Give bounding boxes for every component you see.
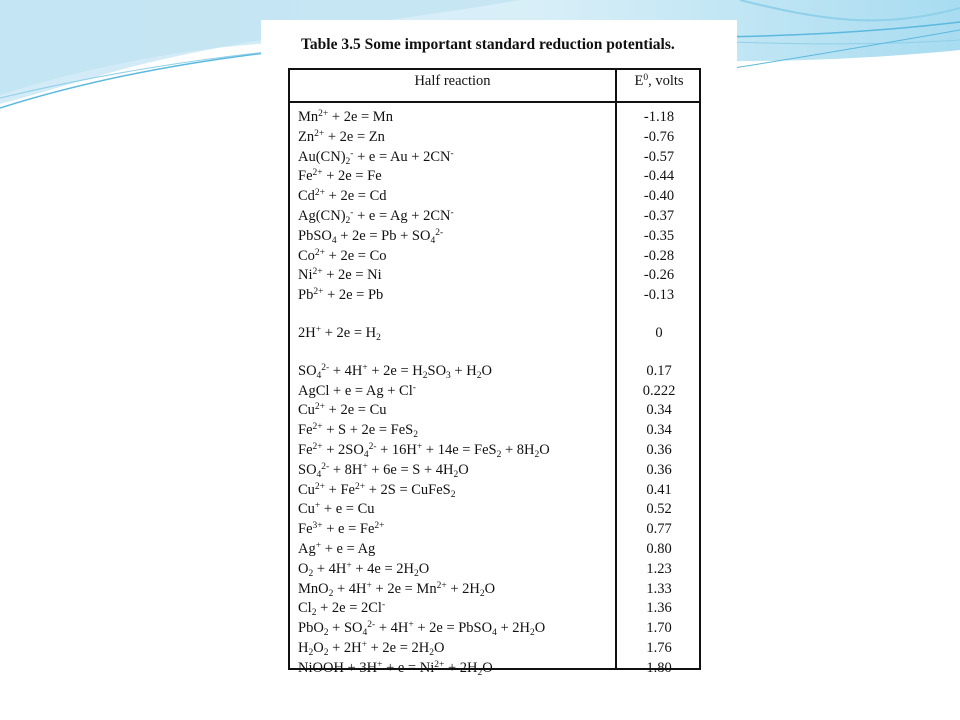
potential-cell: -0.44 xyxy=(643,168,675,185)
half-reaction-cell: $Cu^{2+} + Fe^{2+} + 2S$ = CuFeS$_2$ xyxy=(298,481,456,500)
half-reaction-cell: $Co^{2+} + 2e = Co$ xyxy=(298,247,387,264)
potential-cell: 1.70 xyxy=(646,620,672,637)
table-row xyxy=(290,420,699,440)
potential-cell: -0.57 xyxy=(643,148,675,165)
half-reaction-cell: $H_2O_2 + 2H^+ + 2e = 2H_2O$ xyxy=(298,640,445,658)
table-row xyxy=(290,226,699,246)
half-reaction-cell: $Cu^{2+} + 2e = Cu$ xyxy=(298,402,387,419)
table-caption: Table 3.5 Some important standard reduction potentials. xyxy=(301,36,675,53)
half-reaction-cell: Cu+ + e = Cu xyxy=(298,501,375,518)
potential-cell: 0.41 xyxy=(646,481,672,498)
potential-cell: 1.33 xyxy=(646,580,672,597)
potential-cell: 0.34 xyxy=(646,402,672,419)
half-reaction-cell: AgCl + e = Ag + Cl- xyxy=(298,382,416,399)
table-row xyxy=(290,107,699,127)
potential-cell: 0.34 xyxy=(646,422,672,439)
table-row xyxy=(290,579,699,599)
half-reaction-cell: $Fe^{2+} + 2e = Fe$ xyxy=(298,168,382,185)
table-row xyxy=(290,598,699,618)
potential-cell: -1.18 xyxy=(643,109,675,125)
potential-cell: 0.36 xyxy=(646,461,672,478)
potential-cell: -0.37 xyxy=(643,208,675,224)
potential-cell: -0.35 xyxy=(643,227,675,244)
half-reaction-cell: $PbO_2 + SO_4^{2-} + 4H^+ + 2e$ = PbSO$_4$ + $2H_2O$ xyxy=(298,620,546,639)
table-row xyxy=(290,147,699,167)
table-row xyxy=(290,186,699,206)
potential-cell: -0.26 xyxy=(643,267,675,284)
half-reaction-cell: $Au(CN)_2^- + e = Au + 2CN^-$ xyxy=(298,148,454,167)
potential-cell: 1.36 xyxy=(646,600,672,617)
half-reaction-cell: $Fe^{2+} + 2SO_4^{2-} + 16H^+ + 14e = FeS_2 + 8H_2O$ xyxy=(298,442,550,460)
table-row xyxy=(290,285,699,305)
potential-cell: 0.222 xyxy=(642,382,676,399)
half-reaction-cell: PbSO$_4$ + $2e = Pb + SO_4^{2-}$ xyxy=(298,227,444,246)
half-reaction-cell: $Pb^{2+} + 2e = Pb$ xyxy=(298,287,384,304)
half-reaction-cell: $Fe^{3+} + e = Fe^{2+}$ xyxy=(298,521,385,538)
half-reaction-cell: Ag+ + e = Ag xyxy=(298,541,376,557)
half-reaction-cell: $O_2 + 4H^+ + 4e = 2H_2O$ xyxy=(298,560,430,579)
table-row xyxy=(290,381,699,401)
header-half-reaction: Half reaction xyxy=(414,73,491,89)
half-reaction-cell: NiOOH + $3H^+ + e = Ni^{2+} + 2H_2O$ xyxy=(298,659,493,678)
table-row xyxy=(290,539,699,559)
half-reaction-cell: $SO_4^{2-} + 4H^+ + 2e = H_2SO_3 + H_2O$ xyxy=(298,362,492,381)
half-reaction-cell: $Zn^{2+} + 2e = Zn$ xyxy=(298,128,385,145)
half-reaction-cell: $Fe^{2+} + S + 2e = FeS_2$ xyxy=(298,422,418,441)
reduction-potential-table xyxy=(288,68,701,678)
half-reaction-cell: $Ag(CN)_2^- + e = Ag + 2CN^-$ xyxy=(298,208,454,226)
potential-cell: 1.76 xyxy=(646,640,672,656)
table-row xyxy=(290,127,699,147)
half-reaction-cell: $Ni^{2+} + 2e = Ni$ xyxy=(298,267,382,284)
scanned-table-sheet xyxy=(261,20,737,678)
table-row xyxy=(290,440,699,460)
table-row xyxy=(290,559,699,579)
table-row xyxy=(290,246,699,266)
potential-cell: -0.40 xyxy=(643,188,675,205)
half-reaction-cell: $2H^+ + 2e = H_2$ xyxy=(298,325,381,343)
potential-cell: 0 xyxy=(655,325,663,341)
table-row xyxy=(290,638,699,658)
half-reaction-cell: $Cd^{2+} + 2e = Cd$ xyxy=(298,188,387,205)
header-potential: $E^0$, volts xyxy=(634,73,684,89)
half-reaction-cell: $Cl_2 + 2e = 2Cl^-$ xyxy=(298,600,386,619)
header-divider xyxy=(290,101,699,103)
table-row xyxy=(290,618,699,638)
table-row xyxy=(290,400,699,420)
table-row xyxy=(290,323,699,343)
potential-cell: -0.76 xyxy=(643,128,675,145)
potential-cell: -0.13 xyxy=(643,287,675,304)
half-reaction-cell: $Mn^{2+} + 2e = Mn$ xyxy=(298,109,393,125)
potential-cell: 0.36 xyxy=(646,442,672,458)
potential-cell: 0.77 xyxy=(646,521,672,538)
potential-cell: 1.80 xyxy=(646,659,672,676)
potential-cell: -0.28 xyxy=(643,247,675,264)
potential-cell: 0.17 xyxy=(646,362,672,379)
half-reaction-cell: $MnO_2 + 4H^+ + 2e = Mn^{2+} + 2H_2O$ xyxy=(298,580,496,599)
table-row xyxy=(290,460,699,480)
table-row xyxy=(290,166,699,186)
table-row xyxy=(290,658,699,678)
potential-cell: 1.23 xyxy=(646,560,672,577)
potential-cell: 0.80 xyxy=(646,541,672,557)
table-row xyxy=(290,480,699,500)
table-row xyxy=(290,361,699,381)
table-row xyxy=(290,206,699,226)
table-row xyxy=(290,265,699,285)
potential-cell: 0.52 xyxy=(646,501,672,518)
table-row xyxy=(290,499,699,519)
table-row xyxy=(290,519,699,539)
half-reaction-cell: $SO_4^{2-} + 8H^+ + 6e = S + 4H_2O$ xyxy=(298,461,469,480)
